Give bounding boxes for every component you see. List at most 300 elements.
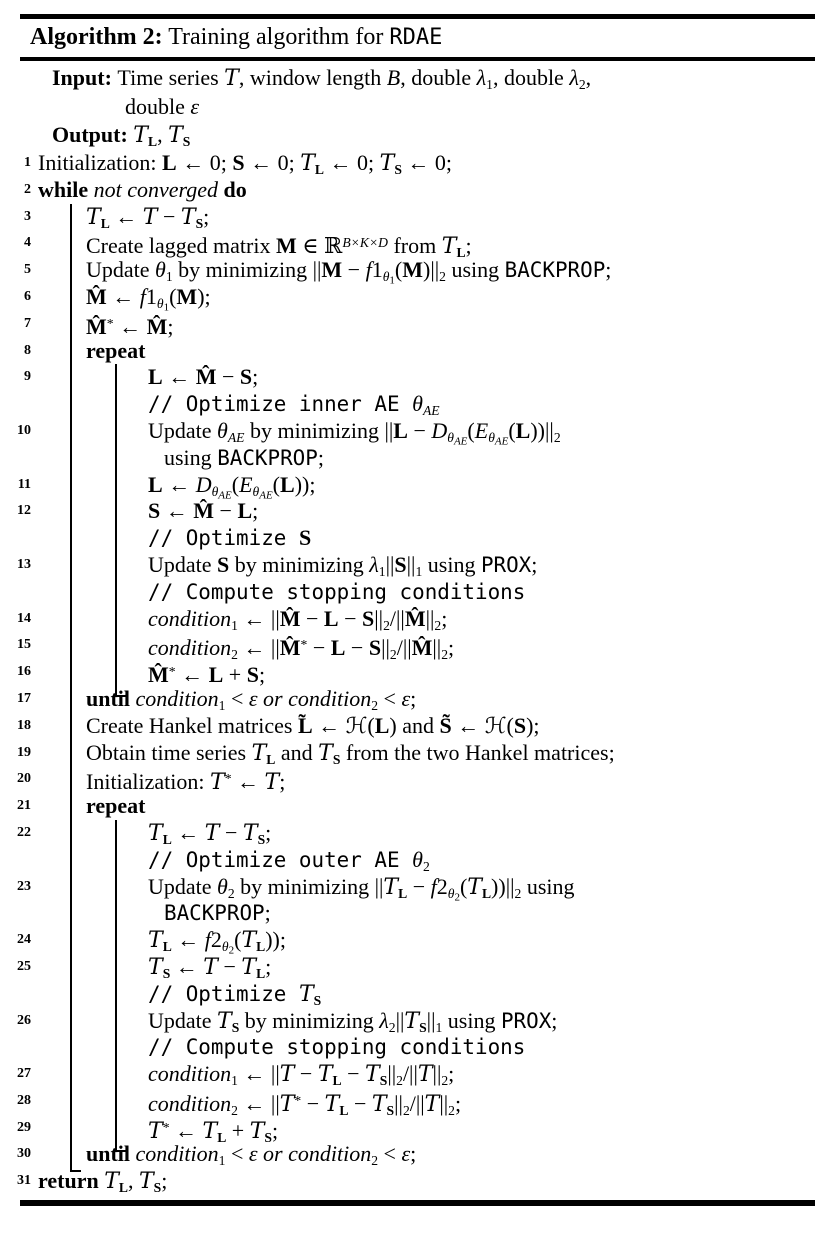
- text-segment: 2: [389, 647, 397, 663]
- code-line-17: [0, 686, 822, 713]
- line-text: [148, 1034, 525, 1061]
- text-segment: S: [394, 551, 407, 577]
- text-segment: condition: [288, 1141, 372, 1167]
- text-segment: condition: [148, 635, 232, 661]
- text-segment: ∈: [296, 233, 325, 259]
- text-segment: L: [162, 938, 172, 954]
- text-segment: Input:: [52, 65, 118, 90]
- code-line-18: [0, 713, 822, 740]
- text-segment: 2: [434, 617, 442, 633]
- text-segment: T: [300, 151, 315, 176]
- text-segment: θ: [252, 483, 260, 499]
- block-line: [70, 820, 72, 847]
- text-segment: ℋ: [345, 713, 368, 739]
- text-segment: by minimizing: [239, 1007, 380, 1033]
- text-segment: 1: [163, 301, 170, 314]
- line-text: [86, 338, 145, 365]
- text-segment: T: [180, 204, 196, 230]
- text-segment: /||: [396, 635, 412, 661]
- text-segment: ||: [395, 1007, 405, 1033]
- text-segment: L: [393, 417, 408, 443]
- text-segment: ||: [425, 605, 435, 631]
- line-text: [38, 177, 247, 204]
- text-segment: 2: [371, 1153, 379, 1169]
- line-number: 22: [17, 824, 31, 840]
- text-segment: M: [275, 233, 297, 259]
- text-segment: Obtain time series: [86, 739, 252, 765]
- line-number: 30: [17, 1146, 31, 1162]
- text-segment: S: [264, 1129, 272, 1145]
- line-number: 3: [24, 208, 31, 224]
- line-number: 8: [24, 342, 31, 358]
- text-segment: f: [204, 927, 211, 953]
- text-segment: T: [148, 928, 163, 954]
- text-segment: ;: [271, 1117, 279, 1143]
- text-segment: T: [249, 1118, 265, 1144]
- text-segment: ;: [605, 257, 612, 283]
- text-segment: <: [225, 1141, 249, 1167]
- code-line-13: [0, 552, 822, 579]
- block-line: [115, 498, 117, 525]
- line-text: [164, 445, 324, 472]
- text-segment: by minimizing ||: [234, 873, 384, 899]
- comment-line: [0, 847, 822, 874]
- text-segment: L: [332, 1072, 342, 1088]
- text-segment: −: [338, 605, 363, 631]
- block-line: [115, 632, 117, 659]
- text-segment: T: [317, 1062, 333, 1088]
- top-rule: [20, 14, 815, 19]
- text-segment: ε: [401, 685, 411, 711]
- text-segment: L: [481, 885, 492, 901]
- text-segment: T: [441, 234, 457, 260]
- text-segment: 2: [231, 1102, 238, 1118]
- text-segment: T: [417, 1062, 433, 1088]
- text-segment: *: [168, 664, 176, 680]
- text-segment: condition: [135, 1141, 219, 1167]
- text-segment: S: [419, 1019, 427, 1035]
- code-line-9: [0, 364, 822, 391]
- text-segment: T: [318, 740, 333, 766]
- text-segment: (: [234, 927, 242, 953]
- block-line: [70, 847, 72, 874]
- text-segment: θ: [382, 269, 390, 284]
- text-segment: T: [86, 204, 101, 230]
- text-segment: −: [214, 498, 238, 524]
- block-line: [115, 981, 117, 1008]
- block-line: [70, 659, 72, 686]
- text-segment: M̂: [86, 283, 107, 309]
- line-number: 5: [24, 262, 31, 278]
- line-number: 21: [17, 798, 31, 814]
- text-segment: −: [294, 1061, 318, 1087]
- text-segment: BACKPROP: [217, 445, 318, 470]
- text-segment: λ: [369, 551, 379, 577]
- text-segment: from: [387, 233, 442, 259]
- text-segment: 2: [396, 1072, 403, 1088]
- line-text: [125, 93, 199, 122]
- text-segment: L: [237, 498, 253, 524]
- text-segment: ←: [171, 927, 205, 953]
- text-segment: condition: [148, 1061, 232, 1087]
- block-line: [115, 579, 117, 606]
- text-segment: ))||: [491, 873, 515, 899]
- text-segment: *: [106, 315, 114, 331]
- text-segment: , double: [400, 65, 477, 90]
- text-segment: L: [280, 471, 295, 497]
- text-segment: double: [125, 93, 191, 119]
- block-line: [115, 1034, 117, 1061]
- text-segment: ,: [157, 122, 169, 147]
- text-segment: 2: [402, 1102, 410, 1118]
- text-segment: −: [307, 635, 331, 661]
- text-segment: ;: [410, 685, 417, 711]
- text-segment: (: [272, 471, 280, 497]
- block-line: [115, 525, 117, 552]
- text-segment: Update: [148, 1007, 218, 1033]
- text-segment: ));: [294, 471, 316, 497]
- text-segment: AE: [453, 435, 468, 448]
- block-line: [70, 900, 72, 927]
- text-segment: (: [467, 417, 475, 443]
- text-segment: 1: [435, 1019, 443, 1035]
- text-segment: (: [367, 712, 375, 738]
- text-segment: T: [138, 1169, 154, 1195]
- code-line-31: [0, 1168, 822, 1195]
- algorithm-title-code: RDAE: [389, 25, 443, 50]
- text-segment: 1: [145, 283, 157, 309]
- line-number: 9: [24, 369, 31, 385]
- text-segment: T: [279, 1062, 295, 1088]
- text-segment: T: [379, 151, 395, 176]
- code-line-19: [0, 740, 822, 767]
- line-text: [148, 659, 265, 689]
- text-segment: /||: [402, 1061, 418, 1087]
- line-number: 10: [17, 422, 31, 438]
- text-segment: *: [162, 1119, 170, 1135]
- text-segment: ;: [252, 364, 259, 390]
- text-segment: // Optimize: [148, 981, 299, 1006]
- code-line-12: [0, 498, 822, 525]
- line-number: 1: [24, 155, 31, 170]
- text-segment: repeat: [86, 793, 146, 819]
- text-segment: until: [86, 685, 136, 711]
- comment-line: [0, 1034, 822, 1061]
- text-segment: ) and: [389, 712, 440, 738]
- text-segment: 1: [371, 257, 383, 283]
- text-segment: T: [148, 954, 163, 980]
- block-line: [70, 1115, 72, 1142]
- text-segment: *: [294, 1092, 302, 1108]
- line-number: 25: [17, 958, 31, 974]
- text-segment: ;: [454, 1091, 462, 1117]
- code-line-29: [0, 1115, 822, 1145]
- text-segment: −: [407, 417, 432, 443]
- block-line: [115, 472, 117, 499]
- code-line-16: [0, 659, 822, 686]
- text-segment: ));: [265, 927, 286, 953]
- code-line-22: [0, 820, 822, 847]
- text-segment: not converged: [93, 176, 224, 202]
- block-line: [115, 1088, 117, 1115]
- io-line: [0, 64, 822, 93]
- text-segment: L: [162, 150, 177, 175]
- block-line: [70, 927, 72, 954]
- text-segment: /||: [389, 605, 405, 631]
- block-line: [70, 498, 72, 525]
- code-line-24: [0, 927, 822, 957]
- text-segment: ;: [465, 233, 472, 259]
- text-segment: M̂: [148, 662, 169, 688]
- code-line-1: [0, 150, 822, 177]
- text-segment: L: [147, 133, 158, 149]
- line-text: [86, 793, 145, 820]
- line-text: [164, 900, 271, 927]
- text-segment: T: [148, 820, 163, 846]
- line-text: [148, 498, 258, 525]
- text-segment: ;: [203, 203, 210, 229]
- text-segment: T: [202, 1118, 218, 1144]
- block-line: [70, 579, 72, 606]
- text-segment: −: [217, 953, 242, 979]
- text-segment: ;: [265, 953, 272, 979]
- block-line: [115, 820, 117, 847]
- line-text: [86, 311, 173, 341]
- text-segment: Initialization:: [86, 769, 211, 795]
- text-segment: L: [398, 885, 408, 901]
- text-segment: ← ||: [237, 1061, 280, 1087]
- text-segment: ← 0;: [401, 150, 453, 175]
- text-segment: /||: [409, 1091, 425, 1117]
- text-segment: (: [506, 712, 514, 738]
- block-line: [70, 284, 72, 311]
- text-segment: ||: [432, 635, 442, 661]
- caption-rule: [20, 57, 815, 61]
- text-segment: T: [264, 770, 280, 796]
- code-line-14: [0, 606, 822, 633]
- text-segment: L: [339, 1102, 349, 1118]
- text-segment: );: [526, 712, 540, 738]
- text-segment: 2: [210, 927, 222, 953]
- text-segment: ||: [439, 1091, 449, 1117]
- text-segment: ←: [170, 953, 204, 979]
- text-segment: );: [197, 283, 211, 309]
- text-segment: ←: [162, 471, 196, 497]
- text-segment: T: [148, 1118, 163, 1144]
- text-segment: Update: [148, 873, 218, 899]
- text-segment: ;: [167, 313, 174, 339]
- line-text: [38, 1168, 167, 1202]
- block-line: [115, 1115, 117, 1142]
- text-segment: T: [324, 1092, 340, 1118]
- text-segment: T: [217, 1008, 232, 1034]
- text-segment: −: [341, 1061, 366, 1087]
- block-line: [70, 606, 72, 633]
- text-segment: ;: [265, 819, 272, 845]
- text-segment: ;: [279, 769, 286, 795]
- line-number: 19: [17, 744, 31, 760]
- text-segment: 2: [578, 76, 586, 92]
- block-line: [115, 364, 117, 391]
- code-line-15: [0, 632, 822, 663]
- text-segment: T: [241, 928, 257, 954]
- block-line: [70, 525, 72, 552]
- code-line-3: [0, 204, 822, 231]
- text-segment: S: [513, 712, 527, 738]
- text-segment: 2: [422, 858, 430, 874]
- text-segment: 2: [227, 885, 235, 901]
- text-segment: D: [431, 417, 448, 443]
- block-line: [70, 981, 72, 1008]
- text-segment: ||: [385, 551, 395, 577]
- text-segment: )||: [423, 257, 440, 283]
- text-segment: θ: [412, 391, 423, 417]
- text-segment: AE: [494, 435, 509, 448]
- line-number: 26: [17, 1012, 31, 1028]
- text-segment: Update: [148, 551, 218, 577]
- text-segment: 1: [218, 697, 226, 713]
- text-segment: 2: [441, 647, 449, 663]
- text-segment: BACKPROP: [504, 258, 606, 283]
- text-segment: −: [300, 605, 324, 631]
- text-segment: ←: [175, 662, 209, 688]
- text-segment: <: [378, 1141, 402, 1167]
- block-line: [115, 391, 117, 418]
- text-segment: θ: [217, 417, 228, 443]
- text-segment: −: [345, 635, 369, 661]
- text-segment: T: [104, 1169, 119, 1195]
- block-line: [115, 1061, 117, 1088]
- text-segment: λ: [569, 65, 579, 90]
- text-segment: (: [231, 471, 240, 497]
- code-line-30: [0, 1141, 822, 1168]
- text-segment: T: [203, 954, 218, 980]
- block-line: [70, 632, 72, 659]
- text-segment: M̂: [86, 313, 107, 339]
- text-segment: ← ||: [237, 635, 280, 661]
- text-segment: −: [342, 257, 366, 283]
- text-segment: // Optimize outer AE: [148, 847, 413, 872]
- text-segment: ←: [113, 313, 147, 339]
- text-segment: S: [298, 525, 312, 551]
- code-line-6: [0, 283, 822, 314]
- text-segment: ← 0;: [244, 150, 301, 175]
- text-segment: T: [242, 820, 258, 846]
- text-segment: 1: [378, 563, 386, 579]
- text-segment: 2: [228, 944, 235, 957]
- io-block: [0, 64, 822, 150]
- text-segment: M̂: [195, 364, 217, 390]
- text-segment: −: [301, 1091, 325, 1117]
- line-number: 11: [17, 476, 31, 492]
- block-line: [70, 954, 72, 981]
- block-line: [70, 552, 72, 579]
- text-segment: D: [195, 471, 212, 497]
- text-segment: and: [275, 739, 319, 765]
- text-segment: ←: [171, 819, 205, 845]
- line-number: 27: [17, 1066, 31, 1082]
- line-text: [86, 713, 540, 741]
- code-line-20: [0, 766, 822, 796]
- text-segment: ;: [264, 900, 271, 926]
- line-text: [148, 525, 311, 552]
- text-segment: L: [162, 831, 172, 847]
- text-segment: L: [256, 965, 266, 981]
- line-text: [148, 364, 258, 391]
- text-segment: 1: [486, 76, 493, 92]
- text-segment: θ: [211, 483, 219, 499]
- text-segment: −: [348, 1091, 372, 1117]
- text-segment: S: [386, 1102, 395, 1118]
- continuation-line: [0, 900, 822, 927]
- comment-line: [0, 579, 822, 606]
- line-number: 23: [17, 878, 31, 894]
- text-segment: 1: [231, 617, 238, 633]
- text-segment: BACKPROP: [164, 901, 265, 926]
- text-segment: T: [371, 1092, 387, 1118]
- io-line: [0, 93, 822, 122]
- text-segment: S: [379, 1072, 388, 1088]
- line-number: 14: [17, 610, 31, 626]
- text-segment: T: [251, 740, 267, 766]
- text-segment: L̃: [297, 712, 313, 738]
- text-segment: ←: [231, 769, 265, 795]
- text-segment: *: [224, 771, 232, 787]
- text-segment: ←: [312, 712, 346, 738]
- text-segment: using: [164, 444, 218, 470]
- text-segment: PROX: [500, 1008, 552, 1033]
- text-segment: −: [219, 819, 243, 845]
- line-number: 12: [17, 503, 31, 519]
- text-segment: ℋ: [484, 713, 507, 739]
- text-segment: S: [332, 751, 341, 767]
- text-segment: M: [176, 283, 198, 309]
- text-segment: ←: [169, 1117, 203, 1143]
- text-segment: M: [402, 257, 424, 283]
- text-segment: , double: [492, 65, 570, 90]
- code-line-21: [0, 793, 822, 820]
- text-segment: (: [394, 257, 403, 283]
- text-segment: (: [459, 873, 468, 899]
- block-line: [115, 606, 117, 633]
- text-segment: f: [139, 283, 146, 309]
- line-number: 31: [17, 1173, 31, 1189]
- comment-line: [0, 391, 822, 418]
- text-segment: S: [257, 831, 266, 847]
- block-line: [70, 740, 72, 767]
- text-segment: S: [313, 992, 322, 1008]
- text-segment: ;: [448, 635, 455, 661]
- text-segment: ||: [426, 1007, 436, 1033]
- block-line: [115, 552, 117, 579]
- text-segment: Update: [86, 257, 156, 283]
- block-line: [70, 204, 72, 231]
- text-segment: M̂: [279, 605, 301, 631]
- block-line: [115, 659, 117, 686]
- text-segment: 2: [388, 1019, 396, 1035]
- text-segment: until: [86, 1141, 136, 1167]
- text-segment: condition: [135, 685, 219, 711]
- text-segment: L: [266, 751, 276, 767]
- code-line-25: [0, 954, 822, 981]
- text-segment: AE: [227, 429, 245, 445]
- text-segment: T: [424, 1092, 440, 1118]
- text-segment: 1: [231, 1072, 238, 1088]
- code-line-5: [0, 257, 822, 287]
- text-segment: ;: [551, 1007, 558, 1033]
- comment-line: [0, 981, 822, 1008]
- text-segment: L: [118, 1180, 128, 1196]
